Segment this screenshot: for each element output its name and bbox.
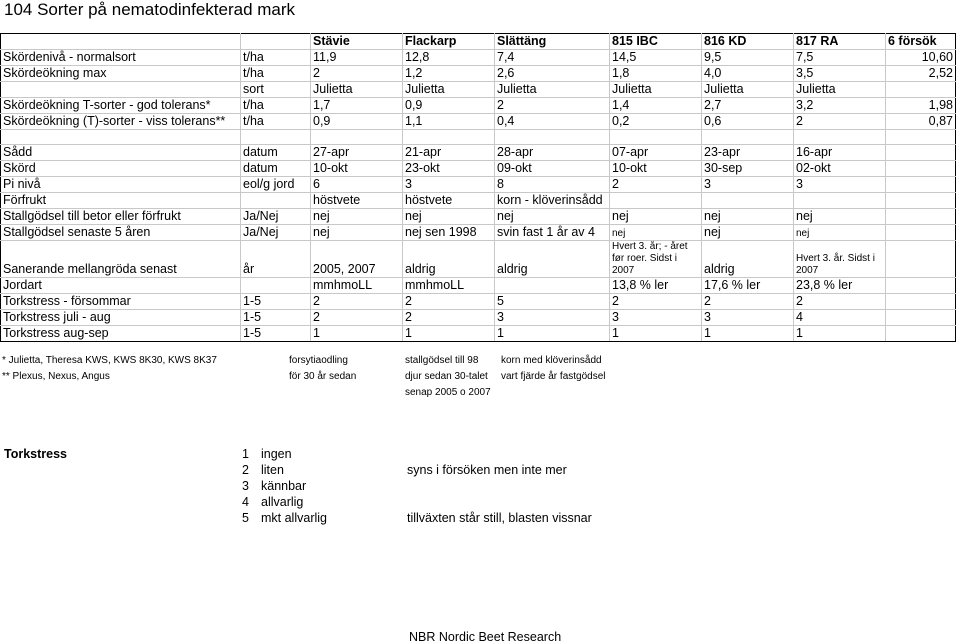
- drought-legend: [0, 447, 700, 527]
- note-row: [0, 352, 640, 368]
- table-row: [1, 225, 956, 241]
- table-cell: 3: [702, 177, 794, 193]
- table-cell: 27-apr: [311, 145, 403, 161]
- column-header: 817 RA: [794, 34, 886, 50]
- table-cell: 0,87: [886, 114, 956, 130]
- table-cell: 23-apr: [702, 145, 794, 161]
- table-row: [1, 98, 956, 114]
- table-cell: 4,0: [702, 66, 794, 82]
- table-cell: Stallgödsel senaste 5 åren: [1, 225, 241, 241]
- legend-label: kännbar: [261, 479, 307, 493]
- table-cell: [241, 278, 311, 294]
- table-cell: [495, 130, 610, 145]
- table-cell: [794, 193, 886, 209]
- table-cell: korn - klöverinsådd: [495, 193, 610, 209]
- table-cell: datum: [241, 161, 311, 177]
- table-cell: 2,52: [886, 66, 956, 82]
- table-cell: [886, 278, 956, 294]
- table-cell: 0,2: [610, 114, 702, 130]
- table-cell: 2: [702, 294, 794, 310]
- table-cell: 7,4: [495, 50, 610, 66]
- table-cell: Ja/Nej: [241, 209, 311, 225]
- table-cell: 2,6: [495, 66, 610, 82]
- note-cell: stallgödsel till 98: [405, 354, 479, 366]
- table-cell: 28-apr: [495, 145, 610, 161]
- table-cell: t/ha: [241, 50, 311, 66]
- table-cell: Stallgödsel till betor eller förfrukt: [1, 209, 241, 225]
- table-cell: [1, 82, 241, 98]
- table-cell: Julietta: [495, 82, 610, 98]
- table-cell: nej: [610, 225, 702, 241]
- table-cell: nej: [794, 209, 886, 225]
- table-cell: nej: [702, 209, 794, 225]
- table-cell: 10-okt: [311, 161, 403, 177]
- table-cell: t/ha: [241, 98, 311, 114]
- table-cell: aldrig: [495, 241, 610, 278]
- table-cell: 09-okt: [495, 161, 610, 177]
- table-row: [1, 209, 956, 225]
- table-cell: 0,9: [311, 114, 403, 130]
- table-cell: Torkstress aug-sep: [1, 326, 241, 342]
- column-header: 6 försök: [886, 34, 956, 50]
- table-cell: 2: [794, 114, 886, 130]
- table-row: [1, 66, 956, 82]
- table-cell: 1,8: [610, 66, 702, 82]
- table-cell: [886, 241, 956, 278]
- table-cell: aldrig: [702, 241, 794, 278]
- table-cell: datum: [241, 145, 311, 161]
- table-cell: 6: [311, 177, 403, 193]
- table-cell: Jordart: [1, 278, 241, 294]
- table-cell: svin fast 1 år av 4: [495, 225, 610, 241]
- table-cell: Julietta: [403, 82, 495, 98]
- table-cell: 7,5: [794, 50, 886, 66]
- table-cell: nej: [794, 225, 886, 241]
- table-cell: 0,6: [702, 114, 794, 130]
- table-cell: mmhmoLL: [311, 278, 403, 294]
- table-cell: [495, 278, 610, 294]
- table-cell: 2,7: [702, 98, 794, 114]
- note-cell: [0, 384, 287, 400]
- table-cell: 1,2: [403, 66, 495, 82]
- table-cell: 9,5: [702, 50, 794, 66]
- legend-row: [0, 479, 700, 495]
- table-cell: 3: [702, 310, 794, 326]
- table-cell: 07-apr: [610, 145, 702, 161]
- note-cell: [499, 384, 640, 400]
- table-cell: Ja/Nej: [241, 225, 311, 241]
- table-cell: Julietta: [702, 82, 794, 98]
- table-cell: nej: [702, 225, 794, 241]
- legend-note: syns i försöken men inte mer: [407, 463, 567, 477]
- note-cell: ** Plexus, Nexus, Angus: [2, 370, 110, 382]
- legend-label: allvarlig: [261, 495, 304, 509]
- trial-table: [0, 33, 956, 342]
- note-cell: * Julietta, Theresa KWS, KWS 8K30, KWS 8K37: [2, 354, 217, 366]
- table-cell: Torkstress - försommar: [1, 294, 241, 310]
- table-cell: nej: [403, 209, 495, 225]
- table-cell: nej: [610, 209, 702, 225]
- table-cell: Hvert 3. år; - året før roer. Sidst i 2007: [610, 241, 702, 278]
- note-cell: korn med klöverinsådd: [501, 354, 602, 366]
- table-cell: [241, 130, 311, 145]
- table-cell: höstvete: [311, 193, 403, 209]
- table-cell: 2: [794, 294, 886, 310]
- column-header: Stävie: [311, 34, 403, 50]
- table-cell: 1: [794, 326, 886, 342]
- table-cell: 5: [495, 294, 610, 310]
- table-cell: 1: [495, 326, 610, 342]
- table-cell: eol/g jord: [241, 177, 311, 193]
- table-cell: 17,6 % ler: [702, 278, 794, 294]
- table-cell: 16-apr: [794, 145, 886, 161]
- table-row: [1, 114, 956, 130]
- column-header: Slättäng: [495, 34, 610, 50]
- legend-number: 1: [242, 447, 249, 461]
- table-cell: 2: [610, 294, 702, 310]
- table-row: [1, 193, 956, 209]
- table-cell: [886, 145, 956, 161]
- table-cell: 14,5: [610, 50, 702, 66]
- legend-label: liten: [261, 463, 284, 477]
- table-cell: Skördeökning max: [1, 66, 241, 82]
- table-row: [1, 177, 956, 193]
- table-cell: 10,60: [886, 50, 956, 66]
- table-cell: 4: [794, 310, 886, 326]
- footer-credit: NBR Nordic Beet Research: [409, 630, 562, 644]
- table-cell: 3: [794, 177, 886, 193]
- table-cell: 13,8 % ler: [610, 278, 702, 294]
- column-header: 816 KD: [702, 34, 794, 50]
- table-cell: mmhmoLL: [403, 278, 495, 294]
- table-cell: 2: [311, 66, 403, 82]
- header-row: [1, 34, 956, 50]
- table-cell: 8: [495, 177, 610, 193]
- table-cell: [886, 310, 956, 326]
- table-cell: [886, 294, 956, 310]
- table-cell: 11,9: [311, 50, 403, 66]
- table-cell: nej: [495, 209, 610, 225]
- table-cell: 3,5: [794, 66, 886, 82]
- table-cell: 2: [311, 310, 403, 326]
- table-cell: [886, 225, 956, 241]
- table-row: [1, 50, 956, 66]
- note-cell: vart fjärde år fastgödsel: [501, 370, 606, 382]
- table-cell: [794, 130, 886, 145]
- table-cell: 30-sep: [702, 161, 794, 177]
- legend-label: mkt allvarlig: [261, 511, 327, 525]
- table-cell: 2: [403, 294, 495, 310]
- legend-number: 2: [242, 463, 249, 477]
- table-cell: Sanerande mellangröda senast: [1, 241, 241, 278]
- table-cell: [1, 130, 241, 145]
- table-cell: [610, 193, 702, 209]
- table-cell: 1: [702, 326, 794, 342]
- legend-row: [0, 447, 700, 463]
- table-cell: år: [241, 241, 311, 278]
- table-cell: Julietta: [794, 82, 886, 98]
- table-cell: 1: [610, 326, 702, 342]
- table-cell: 1,7: [311, 98, 403, 114]
- note-row: [0, 368, 640, 384]
- table-cell: aldrig: [403, 241, 495, 278]
- table-cell: t/ha: [241, 114, 311, 130]
- table-cell: 1: [403, 326, 495, 342]
- table-cell: 0,4: [495, 114, 610, 130]
- legend-number: 3: [242, 479, 249, 493]
- table-cell: 21-apr: [403, 145, 495, 161]
- table-cell: Julietta: [311, 82, 403, 98]
- legend-number: 5: [242, 511, 249, 525]
- table-cell: [886, 177, 956, 193]
- table-cell: Skörd: [1, 161, 241, 177]
- column-header: [1, 34, 241, 50]
- table-cell: 1-5: [241, 310, 311, 326]
- footnotes: [0, 352, 640, 400]
- table-row: [1, 82, 956, 98]
- table-cell: 02-okt: [794, 161, 886, 177]
- note-cell: forsytiaodling: [289, 354, 348, 366]
- column-header: [241, 34, 311, 50]
- table-row: [1, 326, 956, 342]
- table-cell: nej: [311, 225, 403, 241]
- table-cell: Julietta: [610, 82, 702, 98]
- table-cell: Torkstress juli - aug: [1, 310, 241, 326]
- table-cell: 1,1: [403, 114, 495, 130]
- table-cell: nej sen 1998: [403, 225, 495, 241]
- table-row: [1, 241, 956, 278]
- table-cell: [886, 82, 956, 98]
- table-cell: Pi nivå: [1, 177, 241, 193]
- table-cell: Hvert 3. år. Sidst i 2007: [794, 241, 886, 278]
- legend-note: tillväxten står still, blasten vissnar: [407, 511, 592, 525]
- table-cell: 23,8 % ler: [794, 278, 886, 294]
- table-cell: [610, 130, 702, 145]
- table-cell: 12,8: [403, 50, 495, 66]
- table-cell: [886, 326, 956, 342]
- legend-row: [0, 463, 700, 479]
- table-cell: [886, 130, 956, 145]
- table-cell: sort: [241, 82, 311, 98]
- table-row: [1, 161, 956, 177]
- table-cell: 23-okt: [403, 161, 495, 177]
- table-cell: [886, 161, 956, 177]
- table-cell: 10-okt: [610, 161, 702, 177]
- note-cell: för 30 år sedan: [289, 370, 357, 382]
- table-cell: 1: [311, 326, 403, 342]
- column-header: Flackarp: [403, 34, 495, 50]
- table-cell: 3: [495, 310, 610, 326]
- table-cell: nej: [311, 209, 403, 225]
- table-row: [1, 310, 956, 326]
- table-cell: höstvete: [403, 193, 495, 209]
- table-cell: 1,98: [886, 98, 956, 114]
- table-row: [1, 278, 956, 294]
- legend-heading: Torkstress: [4, 447, 67, 461]
- table-cell: 0,9: [403, 98, 495, 114]
- table-cell: Skördeökning (T)-sorter - viss tolerans**: [1, 114, 241, 130]
- table-row: [1, 294, 956, 310]
- table-cell: 1-5: [241, 326, 311, 342]
- note-cell: [287, 384, 403, 400]
- table-cell: 3: [403, 177, 495, 193]
- table-cell: 3: [610, 310, 702, 326]
- table-cell: [886, 193, 956, 209]
- legend-row: [0, 511, 700, 527]
- note-cell: senap 2005 o 2007: [405, 386, 491, 398]
- table-cell: Förfrukt: [1, 193, 241, 209]
- legend-label: ingen: [261, 447, 292, 461]
- table-row: [1, 130, 956, 145]
- table-cell: [886, 209, 956, 225]
- table-cell: 2: [495, 98, 610, 114]
- table-cell: 2: [403, 310, 495, 326]
- table-cell: 2: [610, 177, 702, 193]
- legend-row: [0, 495, 700, 511]
- table-cell: 1-5: [241, 294, 311, 310]
- table-cell: [241, 193, 311, 209]
- table-cell: 2005, 2007: [311, 241, 403, 278]
- table-cell: [403, 130, 495, 145]
- table-cell: [311, 130, 403, 145]
- table-cell: [702, 193, 794, 209]
- note-cell: djur sedan 30-talet: [405, 370, 488, 382]
- note-row: [0, 384, 640, 400]
- table-cell: 1,4: [610, 98, 702, 114]
- legend-number: 4: [242, 495, 249, 509]
- table-cell: Skördenivå - normalsort: [1, 50, 241, 66]
- table-row: [1, 145, 956, 161]
- column-header: 815 IBC: [610, 34, 702, 50]
- table-cell: 2: [311, 294, 403, 310]
- table-cell: [702, 130, 794, 145]
- table-cell: Sådd: [1, 145, 241, 161]
- table-cell: 3,2: [794, 98, 886, 114]
- table-cell: Skördeökning T-sorter - god tolerans*: [1, 98, 241, 114]
- page-title: 104 Sorter på nematodinfekterad mark: [4, 0, 296, 19]
- table-cell: t/ha: [241, 66, 311, 82]
